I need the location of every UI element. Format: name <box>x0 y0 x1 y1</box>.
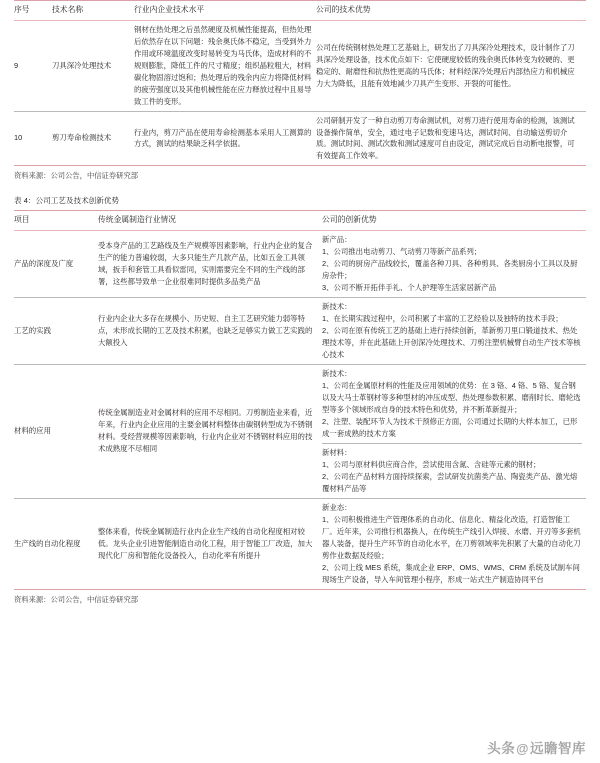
innovation-line: 1、在长期实践过程中，公司积累了丰富的工艺经验以及独特的技术手段； <box>322 313 563 323</box>
innovation-section-title: 新材料： <box>322 447 352 457</box>
innovation-section-title: 新技术： <box>322 368 352 378</box>
row-item: 产品的深度及广度 <box>14 231 98 298</box>
row-tech-name: 剪刀寿命检测技术 <box>52 133 112 143</box>
column-header-industry-level: 行业内企业技术水平 <box>134 5 205 14</box>
row-tech-name: 刀具深冷处理技术 <box>52 20 134 111</box>
innovation-subsection-divider <box>322 443 582 444</box>
innovation-line: 3、公司不断开拓伴手礼、个人护理等生活家居新产品 <box>322 282 497 292</box>
innovation-line: 2、注塑、装配环节人为技术干预修正方面，公司通过长期的大样本加工，已形成一套成熟的技术方案 <box>322 416 578 438</box>
innovation-line: 2、公司的厨房产品线较长，覆盖各种刀具、各种剪具、各类厨房小工具以及厨房杂件； <box>322 258 578 280</box>
watermark <box>487 737 586 757</box>
row-company-advantage: 公司在传统钢材热处理工艺基础上，研发出了刀具深冷处理技术，设计制作了刀具深冷处理设备，技术优点如下：它使硬度较低的残余奥氏体转变为较硬的、更稳定的、耐磨性和抗热性更高的马氏体；材料经深冷处理后内部热应力和机械应力大为降低，且能有效地减少刀具产生变形、开裂的可能性。 <box>316 20 586 111</box>
row-item: 材料的应用 <box>14 364 98 498</box>
row-traditional-industry: 行业内企业大多存在规模小、历史短、自主工艺研究能力弱等特点，未形成长期的工艺及技术积累，也缺乏足够实力做工艺实践的大额投入 <box>98 297 322 364</box>
innovation-section-title: 新产品： <box>322 235 352 245</box>
innovation-line: 1、公司在金属原材料的性能及应用领域的优势：在 3 铬、4 铬、5 铬、复合钢以及大马士革钢材等多种型材的冲压成型、热处理参数积累、磨削时长、磨轮选型等多个领域形成自身的技术特色和优势，并不断革新提升； <box>322 380 581 414</box>
innovation-section-title: 新技术： <box>322 301 352 311</box>
row-item: 生产线的自动化程度 <box>14 538 81 548</box>
column-header-company-advantage: 公司的技术优势 <box>316 5 371 14</box>
row-traditional-industry: 整体来看，传统金属制造行业内企业生产线的自动化程度相对较低。龙头企业引进智能制造自动化工程，用于智能工厂改造，加大现代化厂房和智能化设备投入，自动化率有所提升 <box>98 526 313 560</box>
row-company-advantage: 公司研制开发了一种自动剪刀寿命测试机，对剪刀进行使用寿命的检测，该测试设备操作简单，安全，通过电子记数和变速马达，测试时间、自动输送剪切介质。测试时间、测试次数和测试速度可自由设定，测试完成后自动断电报警，可有效提高工作效率。 <box>316 115 575 161</box>
table3-source: 资料来源：公司公告，中信证券研究部 <box>14 171 139 181</box>
row-industry-level: 钢材在热处理之后虽然硬度及机械性能提高，但热处理后依然存在以下问题：残余奥氏体不稳定，当受到外力作用或环境温度改变时易转变为马氏体，造成材料的不规则膨胀，降低工件的尺寸精度；组织晶粒粗大，材料碳化物固溶过饱和；热处理后的残余内应力将降低材料的疲劳强度以及其他机械性能在应力释放过程中且易导致工件的变形。 <box>134 20 316 111</box>
innovation-section-title: 新业态： <box>322 502 352 512</box>
table-header-row <box>14 1 586 21</box>
table-header-row <box>14 211 586 231</box>
column-header-tech-name: 技术名称 <box>52 5 84 14</box>
innovation-line: 1、公司与原材料供应商合作，尝试使用含氮、含硅等元素的钢材； <box>322 459 541 469</box>
column-header-company-innovation: 公司的创新优势 <box>322 215 377 225</box>
table-row <box>14 498 586 589</box>
table4-caption: 表 4：公司工艺及技术创新优势 <box>14 196 120 206</box>
innovation-line: 1、公司积极推进生产管理体系的自动化、信息化、精益化改造，打造智能工厂。近年来，公司推行机器换人，在传统生产线引入焊接、水磨、开刃等多套机器人装备，提升生产环节的自动化水平，在刀剪领域率先积累了大量的自动化刀剪作业数据及经验； <box>322 514 581 560</box>
table-row <box>14 231 586 298</box>
row-company-innovation <box>322 231 586 298</box>
technology-advantage-table <box>14 0 586 166</box>
row-item: 工艺的实践 <box>14 297 98 364</box>
column-header-index: 序号 <box>14 5 30 14</box>
watermark-suffix: 远瞻智库 <box>530 741 586 756</box>
row-traditional-industry: 受本身产品的工艺路线及生产规模等因素影响，行业内企业的复合生产的能力普遍较弱，大多只能生产几款产品，比如五金工具领域，扳手和套管工具看似雷同，实则需要完全不同的生产线的部署，这些都导致单一企业很难同时提供多品类产品 <box>98 231 322 298</box>
watermark-prefix: 头条 <box>487 741 516 756</box>
row-company-innovation <box>322 498 586 589</box>
table-row <box>14 20 586 111</box>
watermark-at-symbol: @ <box>516 742 529 756</box>
row-index: 9 <box>14 20 52 111</box>
row-industry-level: 行业内，剪刀产品在使用寿命检测基本采用人工测算的方式，测试的结果缺乏科学依据。 <box>134 127 312 149</box>
innovation-line: 2、公司在原有传统工艺的基础上进行持续创新，革新剪刀里口锻道技术、热处理技术等，并在此基础上开创深冷处理技术、刀剪注塑机械臂自动生产技术等核心技术 <box>322 325 581 359</box>
table-row <box>14 297 586 364</box>
table4-source: 资料来源：公司公告，中信证券研究部 <box>14 594 139 604</box>
row-company-innovation <box>322 364 586 498</box>
table-row <box>14 364 586 498</box>
column-header-item: 项目 <box>14 215 30 225</box>
column-header-traditional-industry: 传统金属制造行业情况 <box>98 215 176 225</box>
row-traditional-industry: 传统金属制造业对金属材料的应用不尽相同。刀剪制造业来看，近年来，行业内企业应用的主要金属材料整体由碳钢转型成为不锈钢材料。受经营规模等因素影响，行业内企业对不锈钢材料应用的技术成熟度不尽相同 <box>98 364 322 498</box>
process-innovation-table <box>14 210 586 589</box>
row-index: 10 <box>14 133 23 143</box>
innovation-line: 2、公司上线 MES 系统，集成企业 ERP、OMS、WMS、CRM 系统及试制车间现场生产设备，导入车间管理小程序，形成一站式生产制造协同平台 <box>322 562 580 584</box>
table-row <box>14 111 586 166</box>
row-company-innovation <box>322 297 586 364</box>
innovation-line: 2、公司在产品材料方面持续探索，尝试研发抗菌类产品、陶瓷类产品、激光熔覆材料产品等 <box>322 471 578 493</box>
innovation-line: 1、公司推出电动剪刀、气动剪刀等新产品系列； <box>322 247 482 256</box>
